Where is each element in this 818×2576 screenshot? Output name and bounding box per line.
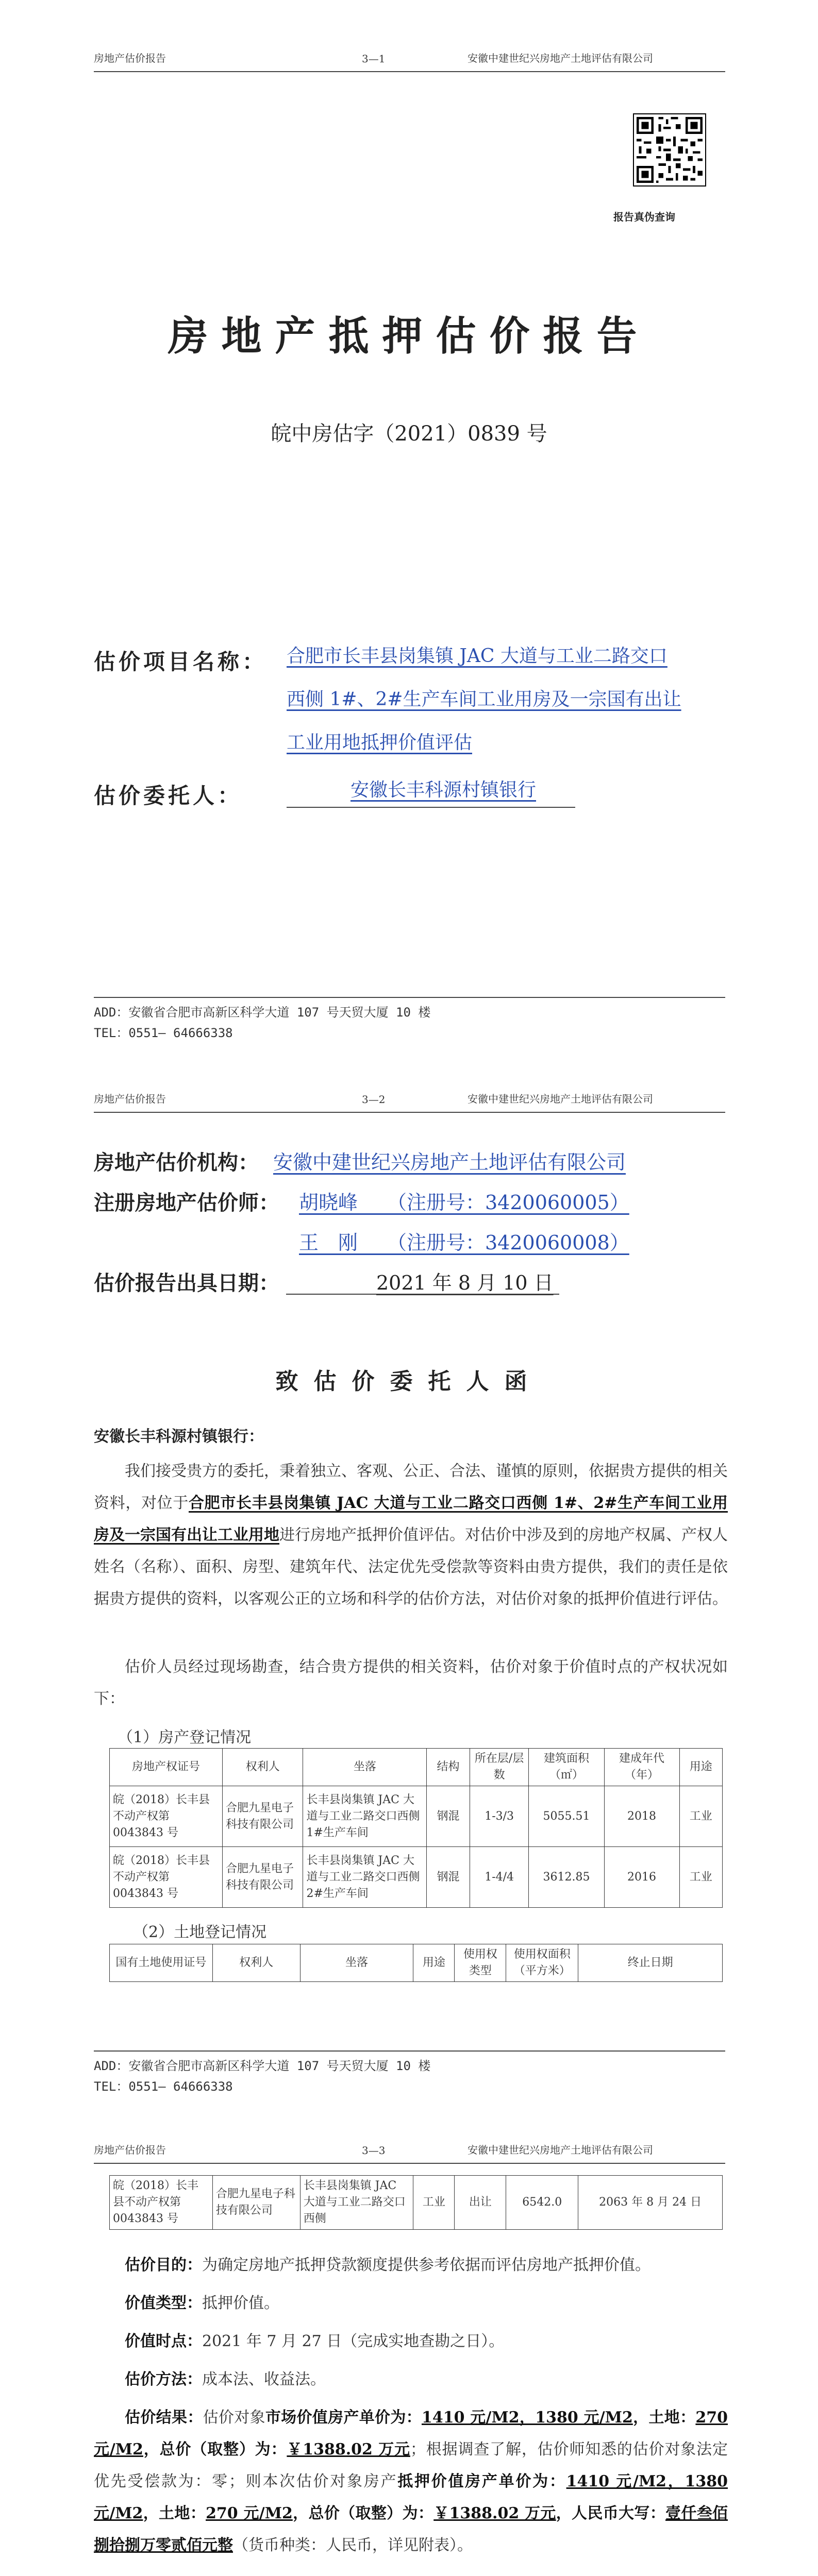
page-footer [94,997,725,1043]
land-registration-table-header [109,1944,723,1982]
agency-label: 房地产估价机构： [94,1150,259,1175]
letter-title: 致估价委托人函 [275,1368,543,1395]
table-row: 皖（2018）长丰县不动产权第 0043843 号 合肥九星电子科技有限公司 长丰县岗集镇 JAC 大道与工业二路交口西侧 1#生产车间 钢混 1-3/3 5055.51 2018 工业 [110,1786,723,1847]
header-page-number: 3—1 [362,53,386,65]
appraiser-label: 注册房地产估价师： [94,1191,279,1215]
header-left: 房地产估价报告 [94,2144,166,2156]
report-date-label: 估价报告出具日期： [94,1271,279,1295]
client-underline [287,807,575,808]
agency-value: 安徽中建世纪兴房地产土地评估有限公司 [273,1151,626,1174]
page-header [94,2112,725,2164]
appraisal-result: 估价结果：估价对象市场价值房产单价为：1410 元/M2，1380 元/M2，土地：270 元/M2，总价（取整）为：￥1388.02 万元；根据调查了解，估价师知悉的估价对象法定优先受偿款为：零；则本次估价对象房产抵押价值房产单价为：1410 元/M2，1380 元/M2，土地：270 元/M2，总价（取整）为：￥1388.02 万元，人民币大写：壹仟叁佰捌拾捌万零贰佰元整（货币种类：人民币，详见附表）。 [94,2409,728,2554]
page-3 [0,2097,818,2576]
table-row: 皖（2018）长丰县不动产权第 0043843 号 合肥九星电子科技有限公司 长丰县岗集镇 JAC 大道与工业二路交口西侧 2#生产车间 钢混 1-4/4 3612.85 2016 工业 [110,1847,723,1908]
letter-addressee: 安徽长丰科源村镇银行： [94,1428,264,1446]
market-land-price: 270 元/M2 [94,2409,728,2459]
client-value: 安徽长丰科源村镇银行 [350,779,537,801]
report-date-value: 2021 年 8 月 10 日 [376,1272,554,1294]
appraisal-object: 合肥市长丰县岗集镇 JAC 大道与工业二路交口西侧 1#、2#生产车间工业用房及一宗国有出让工业用地 [94,1494,728,1544]
market-unit-price: 1410 元/M2，1380 元/M2 [421,2409,633,2427]
qr-code-icon[interactable] [633,113,706,187]
table-header-row: 国有土地使用证号 权利人 坐落 用途 使用权类型 使用权面积（平方米） 终止日期 [110,1944,723,1982]
date-underline [286,1294,559,1295]
header-page-number: 3—2 [362,1093,386,1106]
table-header-row: 房地产权证号 权利人 坐落 结构 所在层/层数 建筑面积（㎡） 建成年代（年） 用途 [110,1749,723,1786]
footer-address: ADD：安徽省合肥市高新区科学大道 107 号天贸大厦 10 楼 [94,2059,431,2073]
table-row: 皖（2018）长丰县不动产权第 0043843 号 合肥九星电子科技有限公司 长丰县岗集镇 JAC 大道与工业二路交口西侧 工业 出让 6542.0 2063 年 8 月 24 日 [110,2176,723,2230]
page-header [94,21,725,72]
report-number: 皖中房估字（2021）0839 号 [271,422,547,446]
mortgage-land-price: 270 元/M2 [206,2504,293,2522]
page-footer [94,2050,725,2097]
report-title: 房地产抵押估价报告 [168,313,650,360]
page-header [94,1061,725,1113]
mortgage-unit-price: 1410 元/M2，1380 元/M2 [94,2472,728,2522]
mortgage-total-price: ￥1388.02 万元 [433,2504,556,2522]
header-company: 安徽中建世纪兴房地产土地评估有限公司 [468,1093,653,1105]
appraiser-2: 王 刚 （注册号：3420060008） [299,1231,629,1254]
appraisal-method: 估价方法：成本法、收益法。 [125,2370,326,2388]
letter-paragraph-2: 估价人员经过现场勘查，结合贵方提供的相关资料，估价对象于价值时点的产权状况如下： [94,1658,728,1708]
amount-in-words: 壹仟叁佰捌拾捌万零贰佰元整 [94,2504,728,2554]
footer-tel: TEL：0551— 64666338 [94,1026,233,1040]
project-name-line-3: 工业用地抵押价值评估 [287,732,473,753]
page-2 [0,1043,818,2097]
qr-caption: 报告真伪查询 [613,211,675,223]
header-company: 安徽中建世纪兴房地产土地评估有限公司 [468,2144,653,2156]
footer-address: ADD：安徽省合肥市高新区科学大道 107 号天贸大厦 10 楼 [94,1005,431,1020]
header-left: 房地产估价报告 [94,52,166,64]
appraisal-purpose: 估价目的：为确定房地产抵押贷款额度提供参考依据而评估房地产抵押价值。 [125,2256,650,2274]
project-name-label: 估价项目名称： [94,649,268,674]
appraiser-1: 胡晓峰 （注册号：3420060005） [299,1191,629,1214]
header-page-number: 3—3 [362,2144,386,2157]
value-type: 价值类型：抵押价值。 [125,2294,279,2312]
project-name-line-1: 合肥市长丰县岗集镇 JAC 大道与工业二路交口 [287,646,667,667]
page-1 [0,0,818,1043]
project-name-line-2: 西侧 1#、2#生产车间工业用房及一宗国有出让 [287,689,681,710]
land-registration-heading: （2）土地登记情况 [133,1923,267,1941]
letter-paragraph-1: 我们接受贵方的委托，秉着独立、客观、公正、合法、谨慎的原则，依据贵方提供的相关资料，对位于合肥市长丰县岗集镇 JAC 大道与工业二路交口西侧 1#、2#生产车间工业用房及一宗国有出让工业用地进行房地产抵押价值评估。对估价中涉及到的房地产权属、产权人姓名（名称）、面积、房型、建筑年代、法定优先受偿款等资料由贵方提供，我们的责任是依据贵方提供的资料，以客观公正的立场和科学的估价方法，对估价对象的抵押价值进行评估。 [94,1462,728,1608]
land-registration-table [109,2175,723,2230]
footer-tel: TEL：0551— 64666338 [94,2079,233,2094]
house-registration-table [109,1748,723,1908]
house-registration-heading: （1）房产登记情况 [118,1728,252,1747]
market-total-price: ￥1388.02 万元 [287,2441,410,2459]
client-label: 估价委托人： [94,783,243,808]
header-left: 房地产估价报告 [94,1093,166,1105]
header-company: 安徽中建世纪兴房地产土地评估有限公司 [468,52,653,64]
value-date: 价值时点：2021 年 7 月 27 日（完成实地查勘之日）。 [125,2332,505,2350]
